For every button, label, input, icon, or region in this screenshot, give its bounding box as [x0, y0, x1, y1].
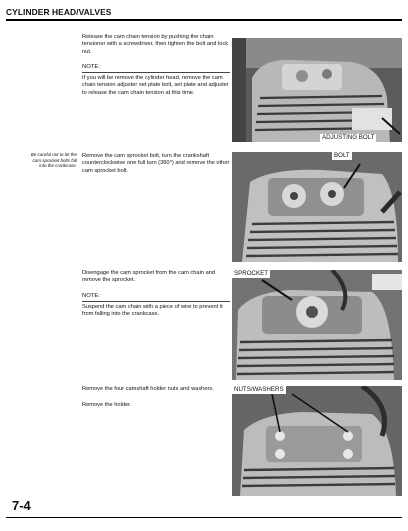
- note-label-2: NOTE:: [82, 293, 100, 299]
- photo-cam-sprocket-bolt: [232, 152, 402, 262]
- callout-nuts-washers: NUTS/WASHERS: [234, 386, 284, 393]
- section-title: CYLINDER HEAD/VALVES: [6, 7, 112, 17]
- note-label-1: NOTE:: [82, 64, 100, 70]
- callout-sprocket: SPROCKET: [234, 270, 269, 277]
- step-text-cam-sprocket-bolt: Remove the cam sprocket bolt, turn the crankshaft counterclockwise one full turn (360°) and remove the other cam sprocket bolt.: [82, 153, 230, 174]
- footer-rule: [6, 517, 402, 518]
- caution-side-note: Be careful not to let the cam sprocket bolts fall into the crankcase.: [30, 152, 77, 169]
- photo-camshaft-holder: [232, 386, 402, 496]
- callout-adjusting-bolt: ADJUSTING BOLT: [322, 134, 375, 141]
- step-text-remove-holder: Remove the holder.: [82, 402, 132, 408]
- header-rule: [6, 19, 402, 21]
- photo-cam-sprocket-removal: [232, 270, 402, 380]
- note-rule-2: [82, 301, 230, 302]
- step-text-camshaft-holder-nuts: Remove the four camshaft holder nuts and washers.: [82, 386, 214, 392]
- note-rule-1: [82, 72, 230, 73]
- step-text-cam-chain-tension: Release the cam chain tension by pushing the chain tensioner with a screwdriver, then tighten the bolt and lock nut.: [82, 34, 229, 55]
- note-text-2: Suspend the cam chain with a piece of wire to prevent it from falling into the crankcase.: [82, 304, 223, 318]
- page-number: 7-4: [12, 498, 31, 513]
- step-text-disengage-sprocket: Disengage the cam sprocket from the cam chain and remove the sprocket.: [82, 270, 216, 284]
- callout-bolt: BOLT: [334, 152, 350, 159]
- note-text-1: If you will be remove the cylinder head, remove the cam chain tension adjuster set plate bolt, set plate and adjuster to release the cam chain tension at this time.: [82, 75, 229, 96]
- photo-cam-chain-tensioner: [232, 38, 402, 142]
